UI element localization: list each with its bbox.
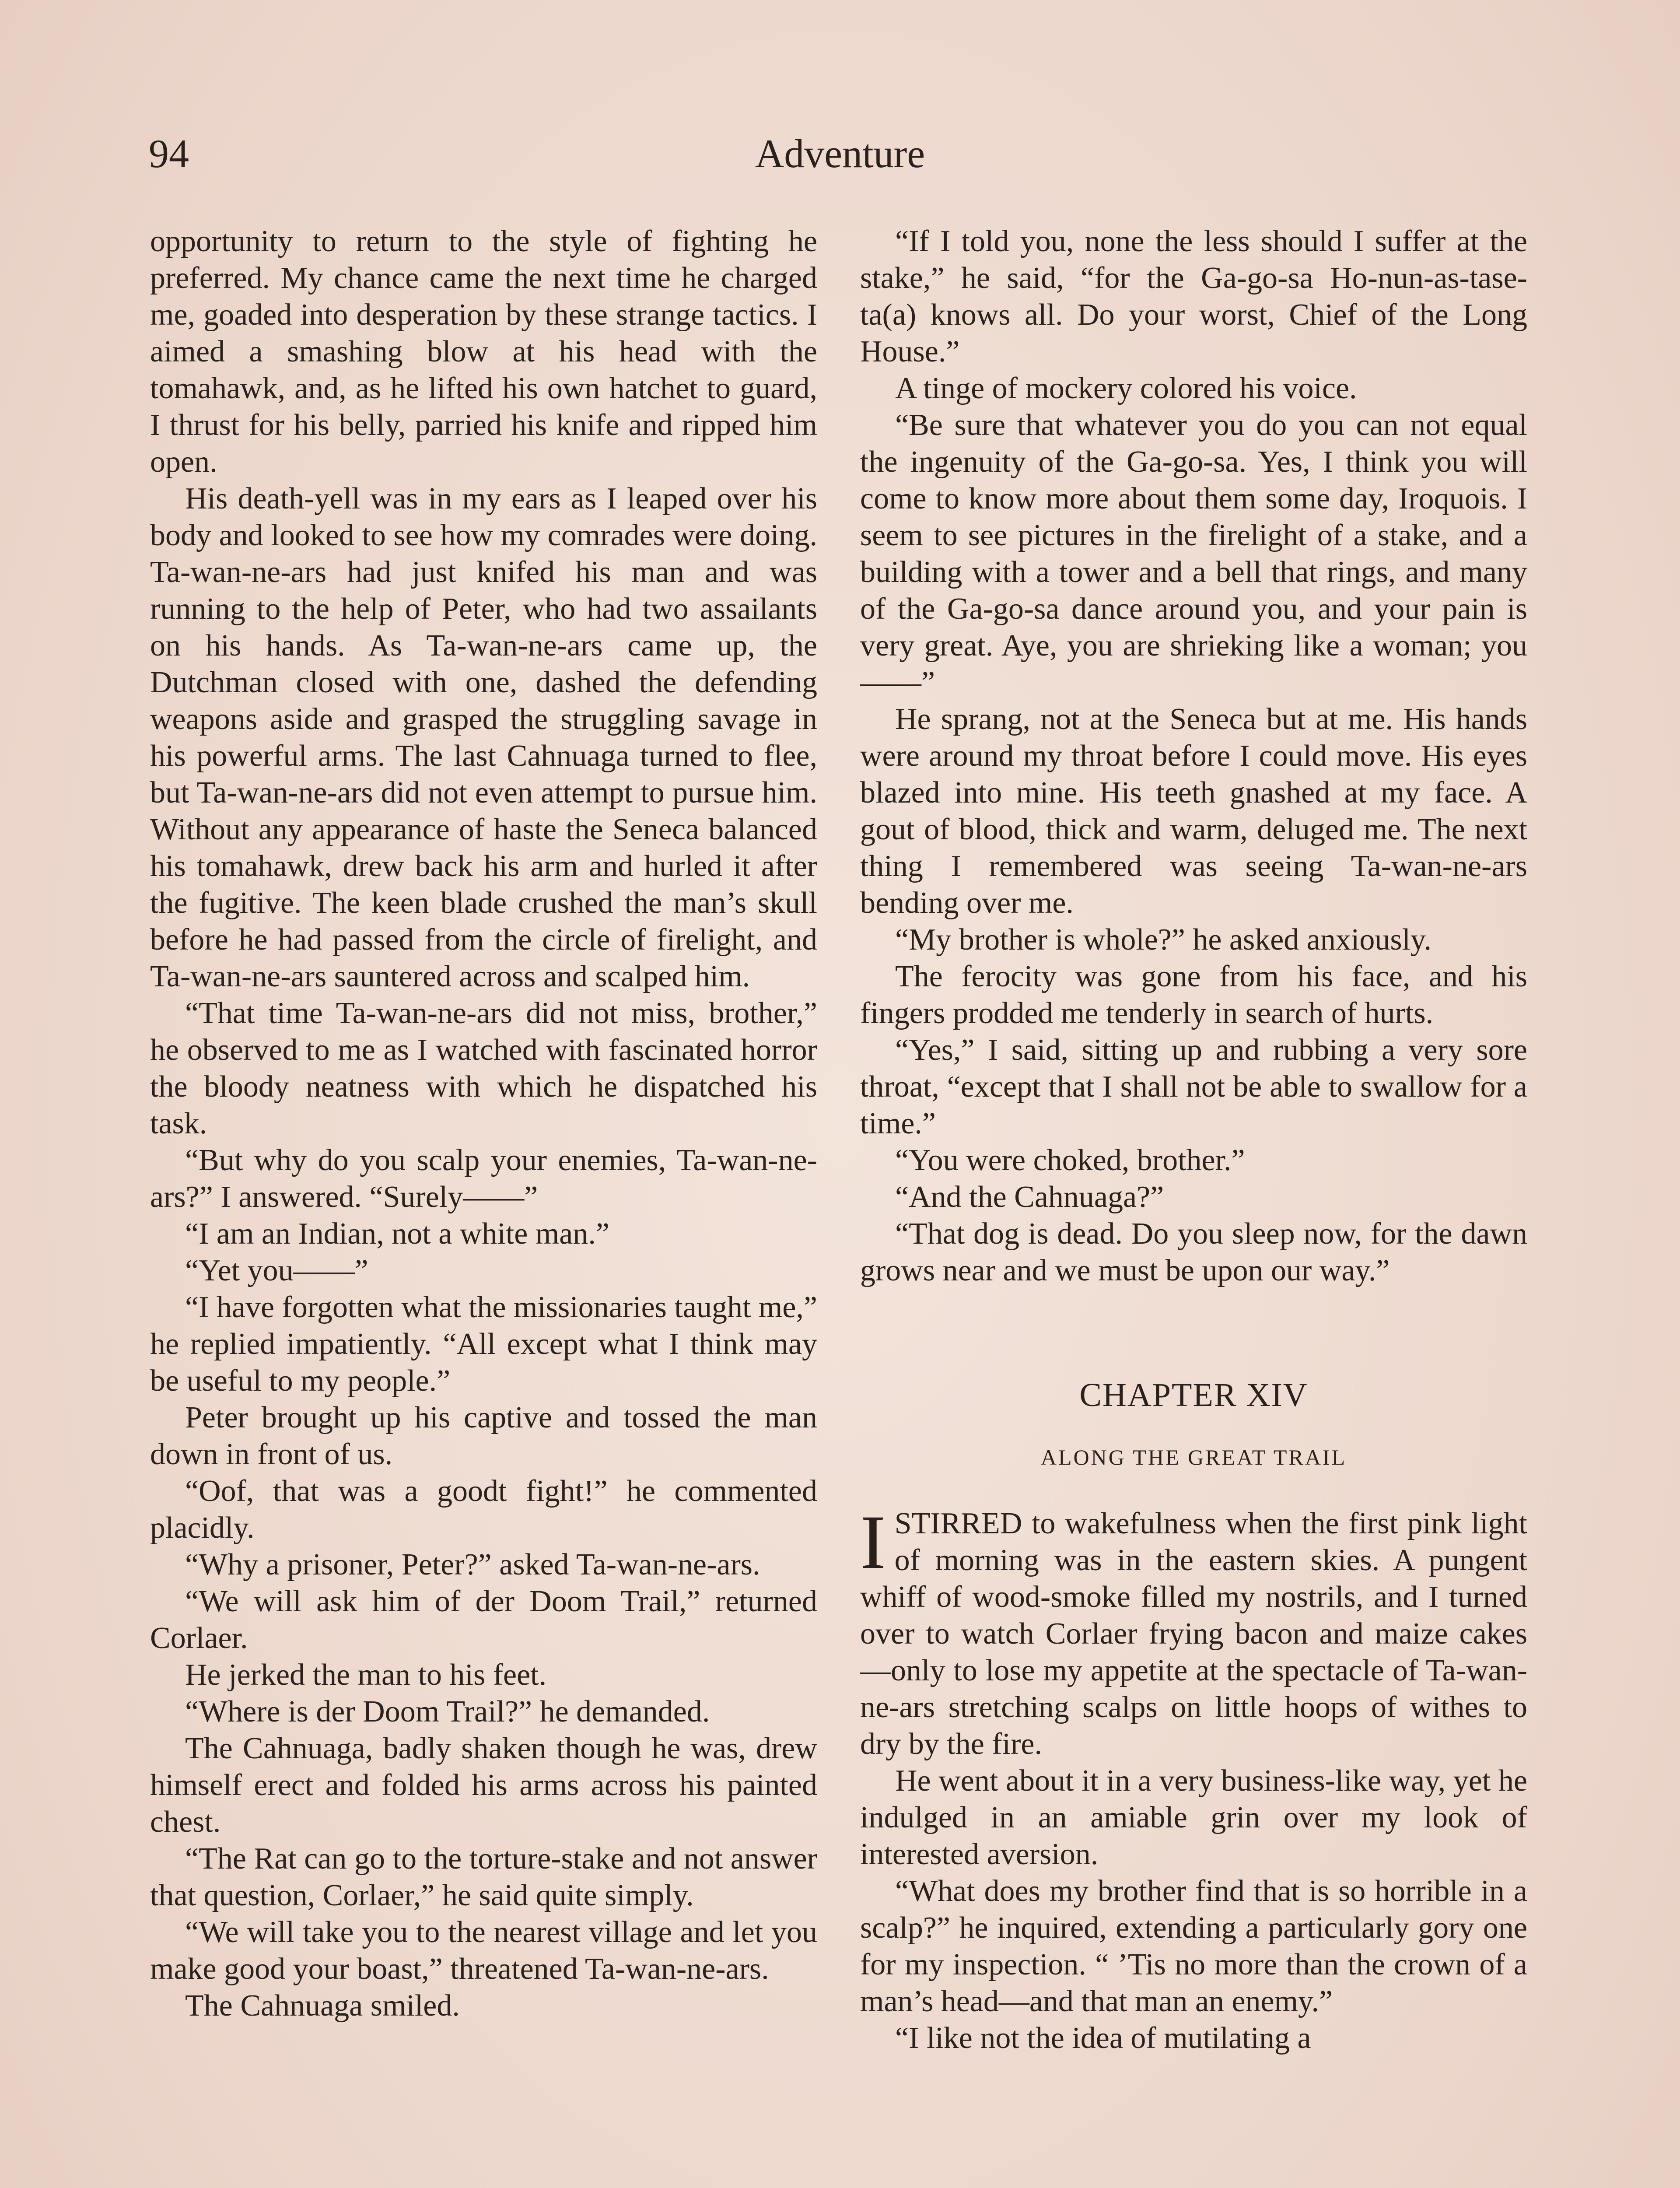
paragraph: “I have forgotten what the missionaries taught me,” he replied impatiently. “All except what I think may be useful to my people.” (150, 1290, 817, 1398)
chapter-subtitle: ALONG THE GREAT TRAIL (1040, 1445, 1347, 1469)
paragraph: He jerked the man to his feet. (185, 1658, 547, 1692)
paragraph: “We will take you to the nearest village and let you make good your boast,” threatened Ta-wan-ne-ars. (150, 1915, 817, 1986)
paragraph: “If I told you, none the less should I suffer at the stake,” he said, “for the Ga-go-sa Ho-nun-as-tase-ta(a) knows all. Do your worst, Chief of the Long House.” (860, 224, 1527, 368)
paragraph: The ferocity was gone from his face, and his fingers prodded me tenderly in search of hurts. (860, 960, 1527, 1030)
opening-text: STIRRED to wakefulness when the first pink light of morning was in the eastern skies. A pungent whiff of wood-smoke filled my nostrils, and I turned over to watch Corlaer frying bacon and maize cakes —only to lose my appetite at the spectacle of Ta-wan-ne-ars stretching scalps on little hoops of withes to dry by the fire. (860, 1507, 1527, 1761)
paragraph: A tinge of mockery colored his voice. (895, 372, 1357, 405)
paragraph: The Cahnuaga, badly shaken though he was, drew himself erect and folded his arms across his painted chest. (150, 1732, 817, 1839)
running-head: Adventure (755, 131, 925, 176)
right-column (860, 223, 1527, 2057)
paragraph: “And the Cahnuaga?” (895, 1180, 1164, 1214)
chapter-opening-paragraph (860, 1500, 1527, 1763)
paragraph: “That time Ta-wan-ne-ars did not miss, brother,” he observed to me as I watched with fascinated horror the bloody neatness with which he dispatched his task. (150, 996, 817, 1140)
paragraph: “Yes,” I said, sitting up and rubbing a very sore throat, “except that I shall not be able to swallow for a time.” (860, 1033, 1527, 1140)
paragraph: “Yet you——” (185, 1254, 368, 1287)
paragraph: The Cahnuaga smiled. (185, 1989, 460, 2023)
paragraph: “Why a prisoner, Peter?” asked Ta-wan-ne-ars. (185, 1548, 760, 1581)
paragraph: “The Rat can go to the torture-stake and not answer that question, Corlaer,” he said quite simply. (150, 1842, 817, 1912)
paragraph: His death-yell was in my ears as I leaped over his body and looked to see how my comrades were doing. Ta-wan-ne-ars had just knifed his man and was running to the help of Peter, who had two assailants on his hands. As Ta-wan-ne-ars came up, the Dutchman closed with one, dashed the defending weapons aside and grasped the struggling savage in his powerful arms. The last Cahnuaga turned to flee, but Ta-wan-ne-ars did not even attempt to pursue him. Without any appearance of haste the Seneca balanced his tomahawk, drew back his arm and hurled it after the fugitive. The keen blade crushed the man’s skull before he had passed from the circle of firelight, and Ta-wan-ne-ars sauntered across and scalped him. (150, 482, 817, 993)
paragraph: opportunity to return to the style of fighting he preferred. My chance came the next time he charged me, goaded into desperation by these strange tactics. I aimed a smashing blow at his head with the tomahawk, and, as he lifted his own hatchet to guard, I thrust for his belly, parried his knife and ripped him open. (150, 224, 817, 479)
paragraph: He sprang, not at the Seneca but at me. His hands were around my throat before I could move. His eyes blazed into mine. His teeth gnashed at my face. A gout of blood, thick and warm, deluged me. The next thing I remembered was seeing Ta-wan-ne-ars bending over me. (860, 702, 1527, 920)
paragraph: “Where is der Doom Trail?” he demanded. (185, 1695, 710, 1729)
paragraph: “That dog is dead. Do you sleep now, for the dawn grows near and we must be upon our way.” (860, 1217, 1527, 1287)
left-column (150, 223, 817, 2024)
paragraph: “I like not the idea of mutilating a (895, 2021, 1311, 2055)
paragraph: “Be sure that whatever you do you can not equal the ingenuity of the Ga-go-sa. Yes, I think you will come to know more about them some day, Iroquois. I seem to see pictures in the firelight of a stake, and a building with a tower and a bell that rings, and many of the Ga-go-sa dance around you, and your pain is very great. Aye, you are shrieking like a woman; you——” (860, 408, 1527, 699)
paragraph: “But why do you scalp your enemies, Ta-wan-ne-ars?” I answered. “Surely——” (150, 1143, 817, 1214)
paragraph: “You were choked, brother.” (895, 1143, 1245, 1177)
paragraph: He went about it in a very business-like way, yet he indulged in an amiable grin over my look of interested aversion. (860, 1764, 1527, 1871)
drop-cap: I (860, 1500, 886, 1585)
paragraph: Peter brought up his captive and tossed the man down in front of us. (150, 1401, 817, 1471)
paragraph: “What does my brother find that is so horrible in a scalp?” he inquired, extending a particularly gory one for my inspection. “ ’Tis no more than the crown of a man’s head—and that man an enemy.” (860, 1874, 1527, 2018)
paragraph: “We will ask him of der Doom Trail,” returned Corlaer. (150, 1585, 817, 1655)
chapter-title: CHAPTER XIV (1079, 1377, 1308, 1413)
paragraph: “My brother is whole?” he asked anxiously. (895, 923, 1432, 957)
page-number: 94 (149, 131, 189, 176)
paragraph: “Oof, that was a goodt fight!” he commented placidly. (150, 1474, 817, 1545)
paragraph: “I am an Indian, not a white man.” (185, 1217, 609, 1251)
